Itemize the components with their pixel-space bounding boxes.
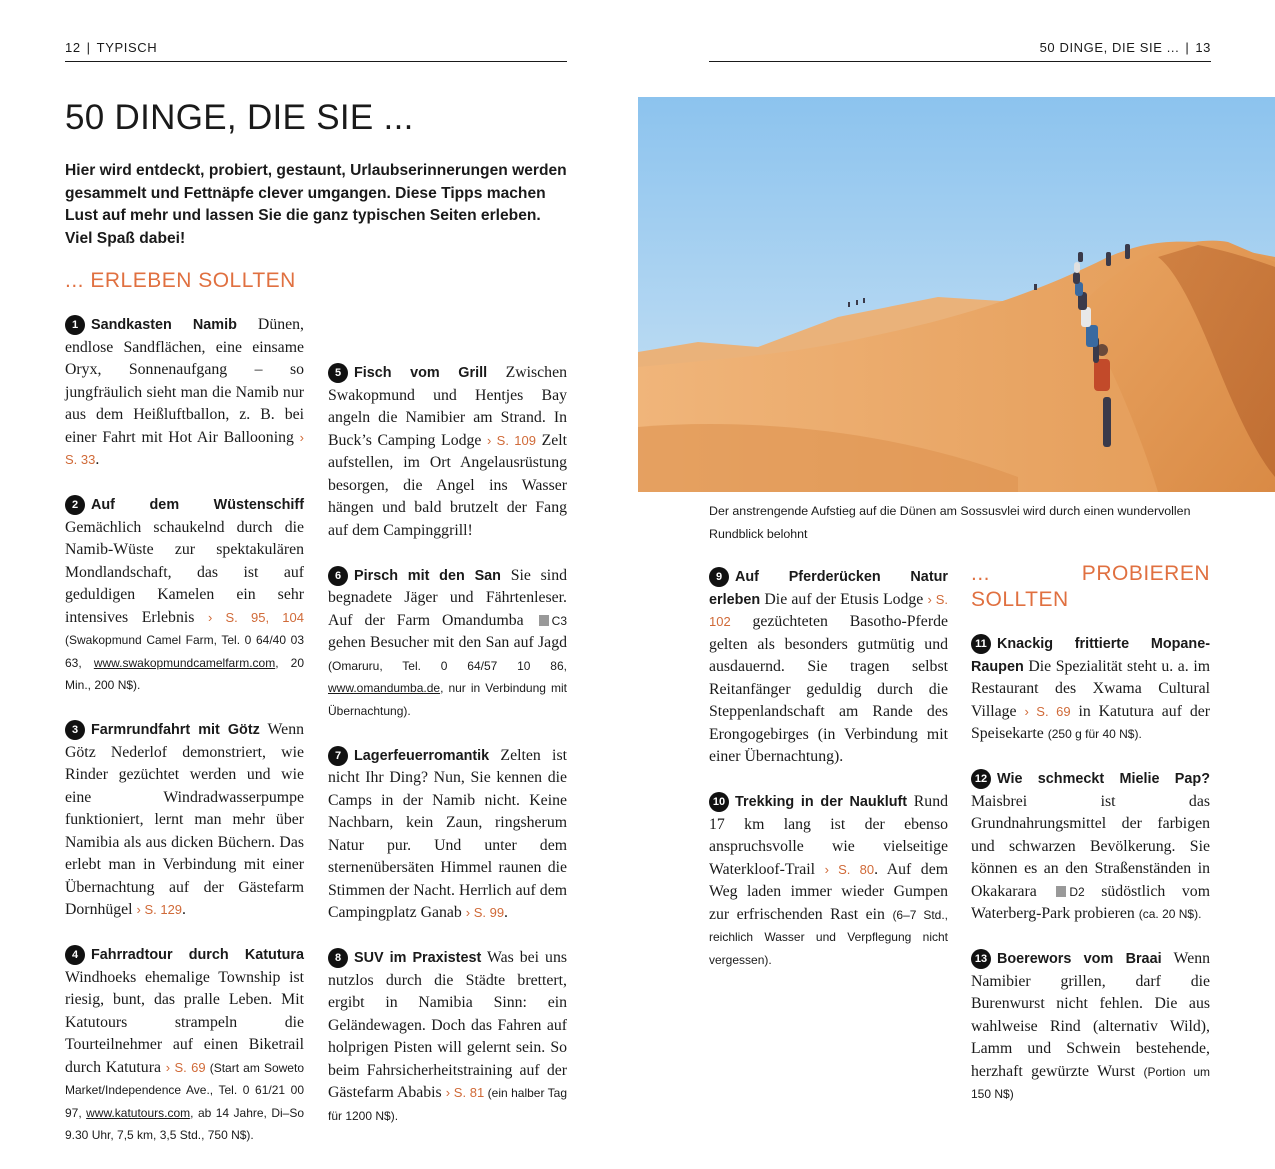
item-text: Windhoeks ehemalige Township ist riesig, bunt, das pralle Leben. Mit Katutours strampeln die Tourteilnehmer auf einen Biketrail durch Katutura	[65, 968, 304, 1076]
item-text-end: .	[182, 901, 186, 918]
item-text: Sie sind begnadete Jäger und Fährtenleser. Auf der Farm Omandumba	[328, 566, 567, 629]
page-reference-link[interactable]: › S. 69	[165, 1059, 206, 1075]
section-label-right: 50 DINGE, DIE SIE ...	[1039, 40, 1180, 55]
item-heading: Wie schmeckt Mielie Pap?	[997, 771, 1210, 787]
section-heading-probieren: ... PROBIEREN SOLLTEN	[971, 562, 1210, 611]
item-details: (250 g für 40 N$).	[1047, 727, 1142, 741]
item-text-cont: gehen Besucher mit den San auf Jagd	[328, 634, 567, 651]
list-item	[328, 565, 567, 723]
item-details: (Portion um 150 N$)	[971, 1064, 1210, 1101]
list-item	[65, 944, 304, 1147]
item-text: Die auf der Etusis Lodge	[760, 590, 928, 608]
item-heading: Knackig frittierte Mopane-Raupen	[971, 636, 1210, 675]
item-details: (Swakopmund Camel Farm, Tel. 0 64/40 03 63,	[65, 633, 304, 670]
item-heading: Trekking in der Naukluft	[735, 794, 908, 810]
item-details: (Omaruru, Tel. 0 64/57 10 86,	[328, 658, 567, 673]
header-rule-left	[65, 61, 567, 62]
map-reference[interactable]: D2	[1069, 884, 1085, 899]
header-rule-right	[709, 61, 1211, 62]
column-1	[65, 268, 304, 1169]
item-number-badge: 1	[65, 315, 85, 335]
item-text: Gemächlich schaukelnd durch die Namib-Wüste zur spektakulären Mondlandschaft, das ist auf geduldigen Kamelen ein sehr intensives Erlebnis	[65, 518, 304, 626]
section-label-left: TYPISCH	[96, 40, 158, 55]
item-heading: Lagerfeuerromantik	[354, 747, 490, 764]
item-details: (Start am Soweto Market/Independence Ave., Tel. 0 61/21 00 97,	[65, 1060, 304, 1120]
item-text-cont: in Katutura auf der Speisekarte	[971, 702, 1210, 742]
list-item	[709, 566, 948, 769]
item-text-end: .	[95, 451, 100, 468]
item-number-badge: 9	[709, 567, 729, 587]
item-details-end: , nur in Verbindung mit Übernachtung).	[328, 681, 567, 718]
item-text-cont: südöstlich vom Waterberg-Park probieren	[971, 882, 1210, 922]
photo-caption: Der anstrengende Aufstieg auf die Dünen am Sossusvlei wird durch einen wundervollen Rundblick belohnt	[709, 504, 1191, 541]
item-text-cont: gezüchteten Basotho-Pferde gelten als besonders gutmütig und ausdauernd. Sie tragen selbst Reitanfänger geduldig durch die Steppenlandschaft am Rande des Erongogebirges (in Verbindung mit einer Übernachtung).	[709, 613, 948, 765]
running-head-right: 50 DINGE, DIE SIE ... | 13	[1039, 40, 1211, 55]
column-2	[328, 362, 567, 1150]
list-item	[971, 948, 1210, 1106]
list-item	[328, 362, 567, 542]
item-heading: Sandkasten Namib	[91, 317, 237, 333]
page-reference-link[interactable]: › S. 102	[709, 591, 948, 629]
map-reference[interactable]: C3	[551, 613, 567, 628]
page-reference-link[interactable]: › S. 129	[136, 902, 183, 917]
item-text: Wenn Namibier grillen, darf die Burenwurst nicht fehlen. Die aus wahlweise Rind (alternativ Wild), Lamm und Schwein bestehende, herzhaft gewürzte Wurst	[971, 950, 1210, 1080]
list-item	[328, 947, 567, 1127]
page-reference-link[interactable]: › S. 80	[824, 861, 875, 877]
item-heading: Fisch vom Grill	[354, 365, 488, 381]
item-heading: Fahrradtour durch Katutura	[91, 947, 304, 963]
map-icon	[1056, 886, 1066, 897]
item-text: Die Spezialität steht u. a. im Restaurant des Xwama Cultural Village	[971, 657, 1210, 720]
dune-photo	[638, 97, 1275, 492]
list-item	[328, 745, 567, 925]
page-reference-link[interactable]: › S. 99	[465, 905, 505, 920]
column-4	[971, 561, 1210, 1128]
item-number-badge: 8	[328, 948, 348, 968]
item-number-badge: 7	[328, 746, 348, 766]
item-heading: Auf Pferderücken Natur erleben	[709, 569, 948, 608]
list-item	[709, 791, 948, 971]
item-text-end: .	[504, 904, 508, 921]
item-heading: Auf dem Wüstenschiff	[91, 497, 304, 513]
item-text: Zelten ist nicht Ihr Ding? Nun, Sie kennen die Camps in der Namib nicht. Keine Nachbarn, kein Zaun, ringsherum Natur pur. Und unter dem sternenübersäten Himmel raunen die Stimmen der Nacht. Herrlich auf dem Campingplatz Ganab	[328, 746, 567, 921]
page-reference-link[interactable]: › S. 33	[65, 429, 304, 467]
item-number-badge: 3	[65, 720, 85, 740]
item-text-cont: Zelt aufstellen, im Ort Angelausrüstung besorgen, die Angel ins Wasser hängen und bald brutzelt der Fang auf dem Campinggrill!	[328, 431, 568, 539]
item-text: Wenn Götz Nederlof demonstriert, wie Rinder gezüchtet werden und wie eine Windradwasserpumpe funktioniert, lernt man mehr über Namibia als aus dicken Büchern. Das erlebt man in Verbindung mit einer Übernachtung auf der Gästefarm Dornhügel	[65, 721, 304, 918]
list-item	[65, 719, 304, 922]
website-link[interactable]: www.omandumba.de	[328, 681, 441, 695]
item-text: Zwischen Swakopmund und Hentjes Bay angeln die Namibier am Strand. In Buck’s Camping Lodge	[328, 364, 567, 449]
item-heading: Boerewors vom Braai	[997, 951, 1162, 967]
item-heading: Farmrundfahrt mit Götz	[91, 722, 260, 738]
item-number-badge: 5	[328, 363, 348, 383]
column-3	[709, 566, 948, 994]
item-heading: SUV im Praxistest	[354, 950, 482, 966]
item-details-end: , ab 14 Jahre, Di–So 9.30 Uhr, 7,5 km, 3,5 Std., 750 N$).	[65, 1105, 304, 1142]
item-number-badge: 11	[971, 634, 991, 654]
item-details: (ca. 20 N$).	[1138, 907, 1202, 921]
item-heading: Pirsch mit den San	[354, 567, 501, 584]
item-details: (ein halber Tag für 1200 N$).	[328, 1086, 568, 1123]
map-icon	[539, 615, 549, 626]
page-reference-link[interactable]: › S. 69	[1024, 703, 1071, 719]
item-number-badge: 12	[971, 769, 991, 789]
page-reference-link[interactable]: › S. 81	[445, 1085, 485, 1100]
page-number-right: 13	[1195, 40, 1211, 55]
item-number-badge: 10	[709, 792, 729, 812]
page-number-left: 12	[65, 40, 81, 55]
website-link[interactable]: www.katutours.com	[86, 1105, 191, 1120]
item-details-end: , 20 Min., 200 N$).	[65, 655, 305, 692]
section-heading-erleben: ... ERLEBEN SOLLTEN	[65, 269, 296, 292]
item-number-badge: 4	[65, 945, 85, 965]
page-reference-link[interactable]: › S. 109	[487, 432, 536, 448]
list-item	[65, 314, 304, 472]
item-number-badge: 2	[65, 495, 85, 515]
item-number-badge: 6	[328, 566, 348, 586]
intro-text: Hier wird entdeckt, probiert, gestaunt, Urlaubserinnerungen werden gesammelt und Fettnäpfe clever umgangen. Diese Tipps machen Lust auf mehr und lassen Sie die ganz typischen Seiten erleben. Viel Spaß dabei!	[65, 162, 567, 247]
list-item	[65, 494, 304, 697]
item-text: Was bei uns nutzlos durch die Städte brettert, ergibt in Namibia Sinn: ein Geländewagen. Doch das Fahren auf holprigen Pisten will gelernt sein. So beim Fahrsicherheitstraining auf der Gästefarm Ababis	[328, 949, 567, 1101]
website-link[interactable]: www.swakopmundcamelfarm.com	[93, 655, 276, 670]
item-details: (6–7 Std., reichlich Wasser und Verpflegung nicht vergessen).	[709, 907, 948, 967]
item-text: Rund 17 km lang ist der ebenso anspruchsvolle wie vielseitige Waterkloof-Trail	[709, 793, 948, 878]
item-text: Maisbrei ist das Grundnahrungsmittel der farbigen und schwarzen Bevölkerung. Sie können es an den Straßenständen in Okakarara	[971, 792, 1210, 900]
item-text: Dünen, endlose Sandflächen, eine einsame Oryx, Sonnenaufgang – so jungfräulich sieht man die Namib nur aus dem Heißluftballon, z. B. bei einer Fahrt mit Hot Air Ballooning	[65, 316, 304, 446]
list-item	[971, 633, 1210, 746]
item-text-cont: . Auf dem Weg laden immer wieder Gumpen zur erfrischenden Rast ein	[709, 860, 949, 923]
page-title: 50 DINGE, DIE SIE ...	[65, 98, 414, 137]
dune-illustration	[638, 97, 1275, 492]
item-number-badge: 13	[971, 949, 991, 969]
page-reference-link[interactable]: › S. 95, 104	[207, 609, 304, 625]
running-head-left: 12 | TYPISCH	[65, 40, 158, 55]
list-item	[971, 768, 1210, 926]
